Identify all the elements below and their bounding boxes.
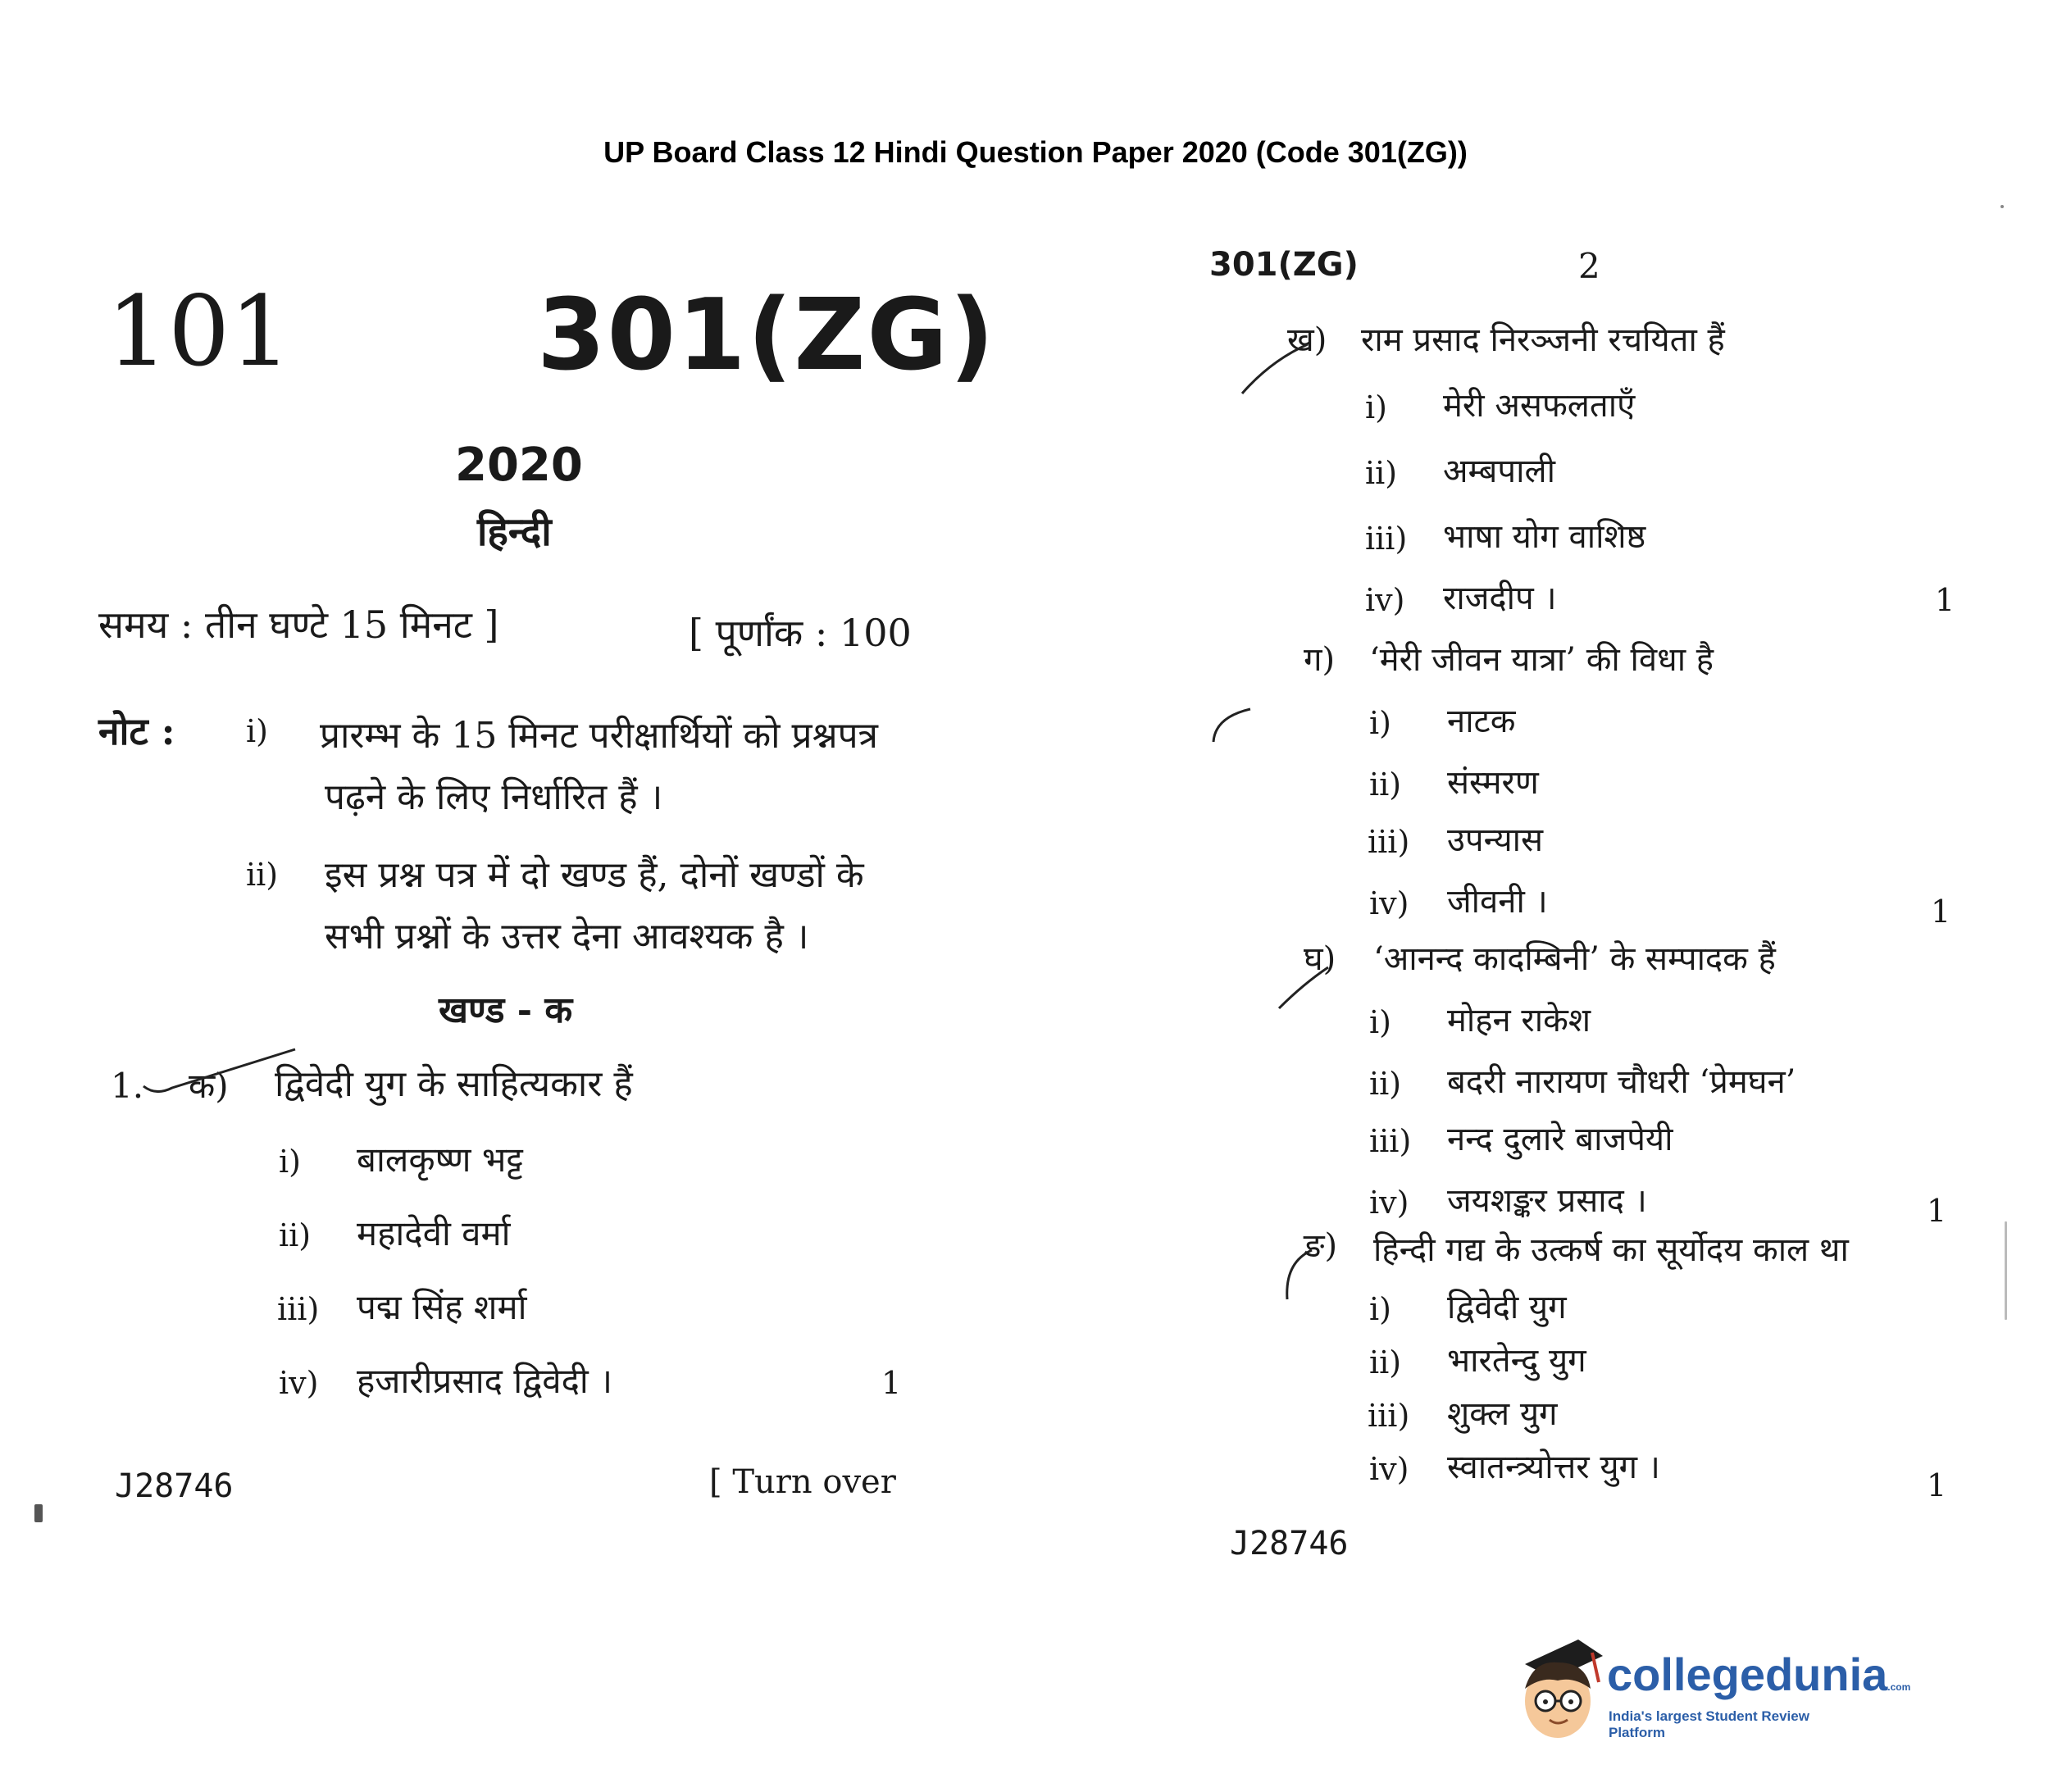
- question-text: ‘मेरी जीवन यात्रा’ की विधा है: [1369, 641, 1714, 679]
- option-text: शुक्ल युग: [1447, 1395, 1558, 1433]
- max-marks: [ पूर्णांक : 100: [689, 611, 912, 655]
- logo-wordmark: collegedunia: [1607, 1649, 1888, 1700]
- option-number: iii): [1368, 1398, 1410, 1434]
- logo-domain-suffix: .com: [1887, 1681, 1911, 1693]
- option-text: जीवनी ।: [1447, 883, 1548, 921]
- question-label: ख): [1287, 321, 1327, 359]
- paper-number: 101: [107, 275, 292, 388]
- scan-speck: [2005, 1221, 2007, 1320]
- note-line: सभी प्रश्नों के उत्तर देना आवश्यक है ।: [325, 916, 809, 957]
- option-text: नाटक: [1447, 703, 1516, 740]
- option-text: पद्म सिंह शर्मा: [357, 1287, 527, 1327]
- option-text: जयशङ्कर प्रसाद ।: [1447, 1182, 1647, 1220]
- check-mark-icon: [1283, 1246, 1316, 1303]
- option-text: मोहन राकेश: [1447, 1002, 1591, 1039]
- option-number: iv): [279, 1365, 319, 1401]
- check-mark-icon: [1275, 963, 1332, 1012]
- mascot-icon: [1509, 1631, 1607, 1746]
- footer-code: J28746: [115, 1467, 234, 1505]
- option-number: iii): [1369, 1123, 1412, 1159]
- option-number: i): [279, 1144, 301, 1180]
- scan-speck: [2000, 205, 2004, 208]
- turn-over-note: [ Turn over: [709, 1463, 896, 1501]
- option-text: राजदीप ।: [1443, 580, 1557, 617]
- question-text: द्विवेदी युग के साहित्यकार हैं: [275, 1063, 633, 1105]
- paper-code: 301(ZG): [537, 279, 996, 393]
- note-number: ii): [246, 857, 279, 893]
- option-number: iv): [1369, 885, 1409, 921]
- question-mark: 1: [1931, 894, 1951, 930]
- option-number: iv): [1365, 582, 1405, 618]
- question-mark: 1: [1935, 582, 1955, 618]
- section-heading: खण्ड - क: [439, 989, 573, 1031]
- option-text: संस्मरण: [1447, 764, 1539, 802]
- option-number: ii): [1369, 1066, 1402, 1102]
- question-label: क): [189, 1066, 229, 1106]
- option-text: नन्द दुलारे बाजपेयी: [1447, 1121, 1673, 1158]
- option-text: द्विवेदी युग: [1447, 1289, 1567, 1326]
- question-mark: 1: [881, 1365, 902, 1401]
- option-text: मेरी असफलताएँ: [1443, 387, 1636, 425]
- note-line: इस प्रश्न पत्र में दो खण्ड हैं, दोनों खण्डों के: [325, 854, 864, 896]
- option-text: भारतेन्दु युग: [1447, 1342, 1586, 1380]
- note-label: नोट :: [98, 709, 175, 753]
- logo-tagline: India's largest Student Review Platform: [1609, 1708, 1809, 1740]
- option-text: बदरी नारायण चौधरी ‘प्रेमघन’: [1447, 1063, 1796, 1101]
- check-mark-icon: [139, 1045, 303, 1103]
- option-number: i): [1369, 1004, 1391, 1040]
- option-number: iv): [1369, 1185, 1409, 1221]
- note-line: प्रारम्भ के 15 मिनट परीक्षार्थियों को प्रश्नपत्र: [320, 715, 878, 757]
- question-paper-page-1: [33, 238, 996, 1541]
- footer-code: J28746: [1230, 1525, 1349, 1562]
- option-number: i): [1369, 705, 1391, 741]
- page-banner-title: UP Board Class 12 Hindi Question Paper 2020 (Code 301(ZG)): [603, 135, 1468, 169]
- option-text: उपन्यास: [1447, 821, 1544, 859]
- option-number: iii): [1365, 521, 1408, 557]
- question-mark: 1: [1927, 1467, 1947, 1503]
- option-text: अम्बपाली: [1443, 453, 1555, 490]
- subject-title: हिन्दी: [477, 509, 552, 555]
- option-number: i): [1369, 1291, 1391, 1327]
- scan-speck: [34, 1504, 43, 1522]
- question-text: हिन्दी गद्य के उत्कर्ष का सूर्योदय काल था: [1373, 1231, 1849, 1269]
- question-label: ग): [1304, 641, 1336, 679]
- option-number: ii): [279, 1217, 312, 1253]
- question-text: ‘आनन्द कादम्बिनी’ के सम्पादक हैं: [1373, 940, 1776, 978]
- page-number: 2: [1578, 246, 1600, 286]
- option-number: iii): [1368, 824, 1410, 860]
- exam-year: 2020: [455, 439, 583, 492]
- question-number: 1.: [111, 1066, 144, 1106]
- note-number: i): [246, 713, 268, 749]
- option-number: i): [1365, 389, 1387, 425]
- option-number: ii): [1369, 766, 1402, 803]
- question-label: ङ): [1304, 1227, 1338, 1265]
- time-allowed: समय : तीन घण्टे 15 मिनट ]: [98, 603, 499, 647]
- option-number: ii): [1369, 1344, 1402, 1380]
- question-paper-page-2: [1205, 205, 2009, 1590]
- option-text: हजारीप्रसाद द्विवेदी ।: [357, 1361, 613, 1401]
- check-mark-icon: [1205, 705, 1254, 746]
- option-number: iv): [1369, 1451, 1409, 1487]
- option-text: बालकृष्ण भट्ट: [357, 1139, 523, 1180]
- question-label: घ): [1304, 940, 1336, 978]
- option-number: iii): [277, 1291, 320, 1327]
- question-text: राम प्रसाद निरञ्जनी रचयिता हैं: [1361, 321, 1725, 359]
- option-number: ii): [1365, 455, 1398, 491]
- note-line: पढ़ने के लिए निर्धारित हैं ।: [325, 776, 663, 818]
- option-text: महादेवी वर्मा: [357, 1213, 511, 1253]
- option-text: भाषा योग वाशिष्ठ: [1443, 518, 1646, 556]
- check-mark-icon: [1238, 340, 1312, 398]
- option-text: स्वातन्त्र्योत्तर युग ।: [1447, 1449, 1660, 1486]
- collegedunia-logo[interactable]: [1509, 1631, 1911, 1746]
- page-code: 301(ZG): [1209, 246, 1359, 284]
- question-mark: 1: [1927, 1193, 1947, 1229]
